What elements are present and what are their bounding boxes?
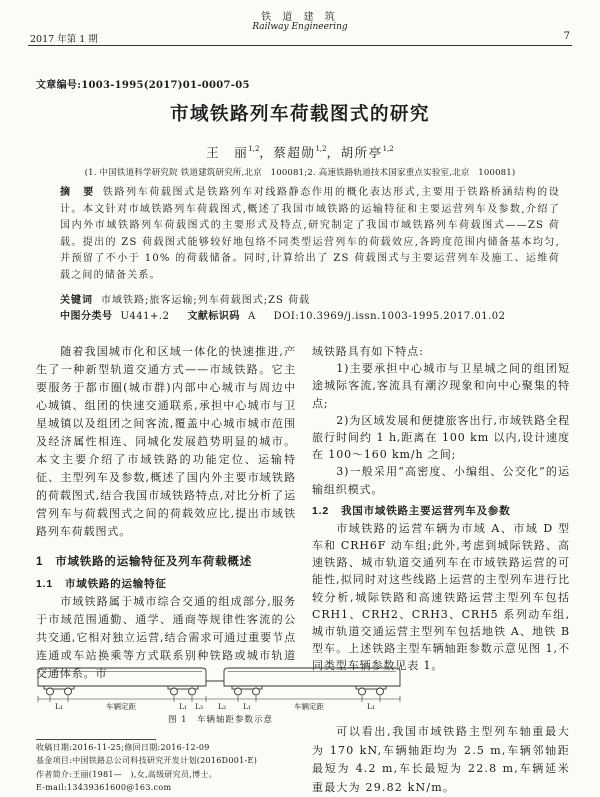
journal-name-en: Railway Engineering xyxy=(252,22,348,32)
body-paragraph: 市域铁路属于城市综合交通的组成部分,服务于市域范围通勤、通学、通商等规律性客流的公共交通,它相对独立运营,结合需求可通过重要节点连通或车站换乘等方式联系别种铁路或城市轨道交通体系。市 xyxy=(36,595,296,680)
clc-label: 中图分类号 xyxy=(60,311,113,322)
clc-code: U441+.2 xyxy=(120,311,170,322)
intro-paragraph: 随着我国城市化和区域一体化的快速推进,产生了一种新型轨道交通方式——市域铁路。它主要服务于都市圈(城市群)内部中心城市与周边中心城镇、组团的快速交通联系,承担中心城市与卫星城镇以及组团之间客流,覆盖中心城市城市范围及经济属性相连、同城化发展趋势明显的城市。本文主要介绍了市域铁路的功能定位、运输特征、主型列车及参数,概述了国内外主要市域铁路的荷载图式,结合我国市域铁路特点,对比分析了运营列车与荷载图式之间的荷载效应比,提出市域铁路列车荷载图式。 xyxy=(36,345,296,538)
body-column-left xyxy=(36,343,296,680)
classification-line xyxy=(60,307,560,322)
doc-code-label: 文献标识码 xyxy=(187,311,240,322)
footnote-author-bio: 作者简介:王丽(1981— ),女,高级研究员,博士。 xyxy=(36,769,218,779)
figure-label: L₁ xyxy=(179,702,187,711)
section-heading-1-2 xyxy=(312,502,570,520)
axle-spacing-diagram xyxy=(28,662,413,712)
keywords-text: 市域铁路;旅客运输;列车荷载图式;ZS 荷载 xyxy=(101,295,311,306)
footnote-received: 收稿日期:2016-11-25;修回日期:2016-12-09 xyxy=(36,743,210,752)
footnote-rule xyxy=(36,739,156,740)
page-number: 7 xyxy=(563,31,570,42)
paper-title: 市域铁路列车荷载图式的研究 xyxy=(169,103,430,124)
wheel xyxy=(377,688,384,695)
section-heading-1-1 xyxy=(36,575,296,593)
doc-code: A xyxy=(247,311,256,322)
section-title: 市域铁路的运输特征 xyxy=(65,578,167,590)
figure-caption: 图 1 车辆轴距参数示意 xyxy=(167,715,274,725)
figure-1 xyxy=(28,662,413,712)
car-body xyxy=(38,668,206,686)
author-name: 王 丽 xyxy=(206,145,249,160)
affiliations: (1. 中国铁道科学研究院 铁道建筑研究所,北京 100081;2. 高速铁路轨道技术国家重点实验室,北京 100081) xyxy=(84,168,516,178)
section-number: 1.1 xyxy=(36,578,53,590)
doi: DOI:10.3969/j.issn.1003-1995.2017.01.02 xyxy=(273,311,506,322)
body-paragraph: 市域铁路的运营车辆为市域 A、市域 D 型车和 CRH6F 动车组;此外,考虑到城际铁路、高速铁路、城市轨道交通列车在市域铁路运营的可能性,拟同时对这些线路上运营的主型列车进行比较分析,城际铁路和高速铁路运营主型列车包括 CRH1、CRH2、CRH3、CRH5 系列动车组,城市轨道交通运营主型列车包括地铁 A、地铁 B 型车。上述铁路主型车辆轴距参数示意见图 1,不同类型车辆参数见表 1。 xyxy=(312,521,570,673)
wheel xyxy=(235,688,242,695)
wheel xyxy=(171,688,178,695)
feature-item: 1)主要承担中心城市与卫星城之间的组团短途城际客流,客流具有潮汐现象和向中心聚集的特点; xyxy=(312,362,570,410)
article-number: 文章编号:1003-1995(2017)01-0007-05 xyxy=(36,80,250,91)
figure-label: 车辆定距 xyxy=(294,702,324,711)
wheel xyxy=(47,688,54,695)
wheel xyxy=(65,688,72,695)
abstract xyxy=(60,185,560,285)
section-title: 市域铁路的运输特征及列车荷载概述 xyxy=(55,556,253,568)
author-name: 胡所亭 xyxy=(340,145,383,160)
figure-label: L₁ xyxy=(243,702,251,711)
author-list xyxy=(0,143,600,161)
feature-item: 3)一般采用“高密度、小编组、公交化”的运输组织模式。 xyxy=(312,465,570,496)
section-number: 1.2 xyxy=(312,504,329,517)
wheel xyxy=(189,688,196,695)
car-body xyxy=(224,668,400,686)
keywords-label: 关键词 xyxy=(60,295,93,306)
author-separator: ， xyxy=(259,145,274,160)
wheel xyxy=(359,688,366,695)
abstract-label: 摘 要 xyxy=(60,187,95,198)
body-column-right xyxy=(312,343,570,673)
figure-label: 车辆定距 xyxy=(106,702,136,711)
keywords xyxy=(60,291,560,306)
figure-label: L₁ xyxy=(367,702,375,711)
feature-item: 2)为区域发展和便捷旅客出行,市域铁路全程旅行时间约 1 h,距离在 100 km 以内,设计速度在 100～160 km/h 之间; xyxy=(312,413,570,462)
wheel xyxy=(253,688,260,695)
figure-label: L₂ xyxy=(218,702,226,711)
footnote-email: E-mail:13439361600@163.com xyxy=(36,782,172,792)
figure-label: L₃ xyxy=(195,702,203,711)
author-affiliation-mark: 1,2 xyxy=(315,145,327,153)
section-title: 我国市域铁路主要运营列车及参数 xyxy=(341,504,511,517)
figure-label: L₁ xyxy=(55,702,63,711)
header-rule xyxy=(28,45,572,46)
author-separator: ， xyxy=(326,145,341,160)
footnotes xyxy=(36,741,304,794)
author-affiliation-mark: 1,2 xyxy=(382,145,394,153)
section-heading-1 xyxy=(36,553,296,571)
body-paragraph-continued: 域铁路具有如下特点: xyxy=(312,345,424,358)
journal-name-cn: 铁 道 建 筑 xyxy=(261,12,339,23)
abstract-text: 铁路列车荷载图式是铁路列车对线路静态作用的概化表达形式,主要用于铁路桥涵结构的设计。本文针对市域铁路列车荷载图式,概述了我国市域铁路的运输特征和主要运营列车及参数,介绍了国内外市域铁路列车荷载图式的主要形式及特点,研究制定了我国市域铁路列车荷载图式——ZS 荷载。提出的 ZS 荷载图式能够较好地包络不同类型运营列车的荷载效应,各跨度范围内储备基本均匀,并预留了不小于 10% 的荷载储备。同时,计算给出了 ZS 荷载图式与主要运营列车及施工、运维荷载之间的储备关系。 xyxy=(60,187,560,281)
author-affiliation-mark: 1,2 xyxy=(248,145,260,153)
footnote-funding: 基金项目:中国铁路总公司科技研究开发计划(2016D001-E) xyxy=(36,756,258,766)
section-number: 1 xyxy=(36,556,44,568)
body-paragraph-conclusion: 可以看出,我国市域铁路主型列车轴重最大为 170 kN,车辆轴距均为 2.5 m,车辆邻轴距最短为 4.2 m,车长最短为 22.8 m,车辆延米重最大为 29.82 kN/m。 xyxy=(312,725,570,794)
author-name: 蔡超勋 xyxy=(273,145,316,160)
issue-label: 2017 年第 1 期 xyxy=(30,34,98,45)
